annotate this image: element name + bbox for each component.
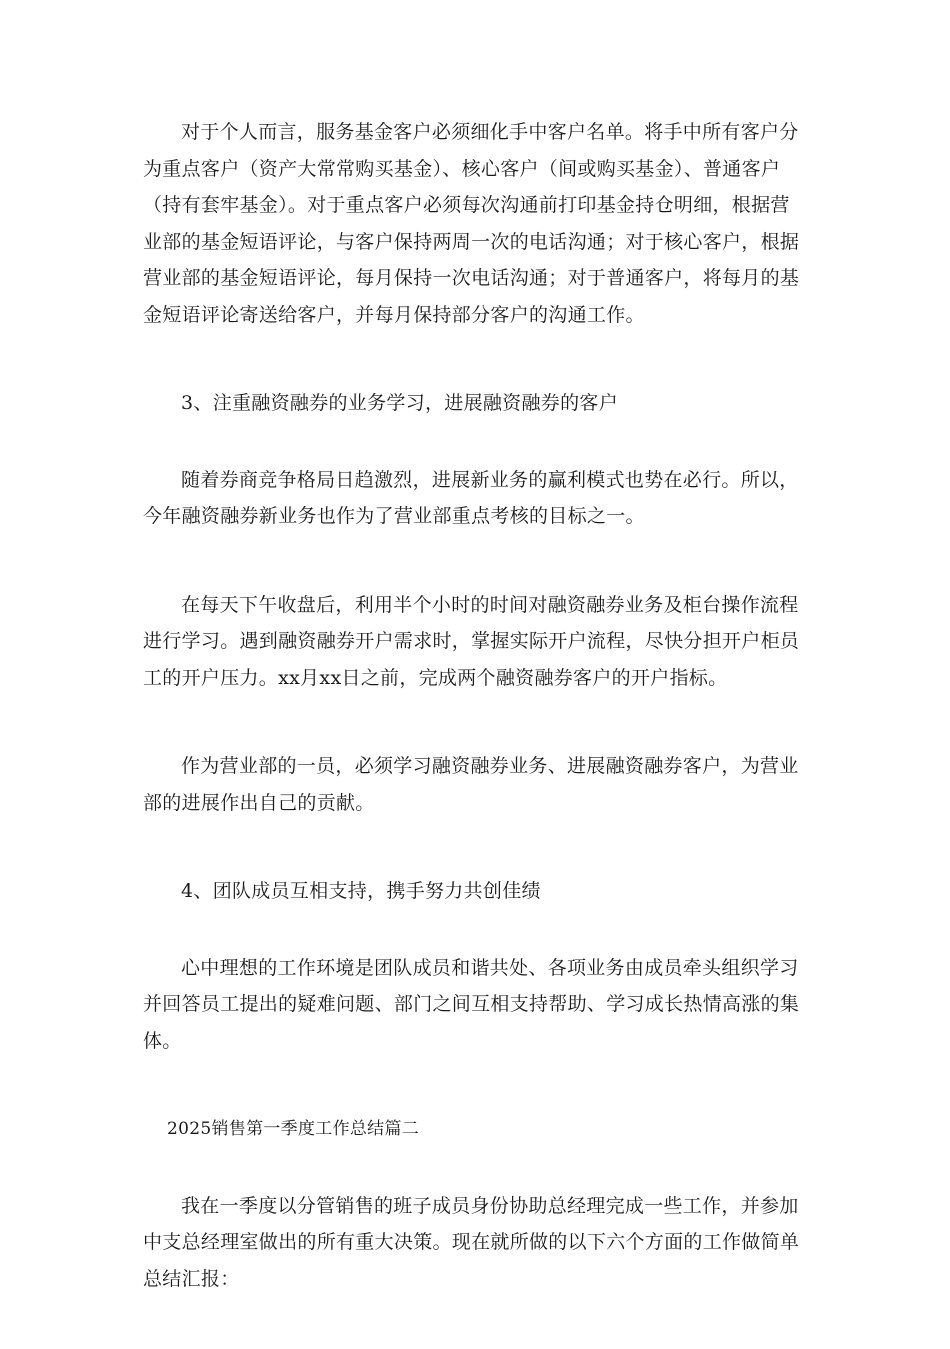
paragraph-work-environment: 心中理想的工作环境是团队成员和谐共处、各项业务由成员牵头组织学习并回答员工提出的疑难问题、部门之间互相支持帮助、学习成长热情高涨的集体。 [143,956,800,1052]
section-heading-team: 4、团队成员互相支持，携手努力共创佳绩 [181,880,541,902]
section-heading-margin-financing: 3、注重融资融券的业务学习，进展融资融券的客户 [181,392,618,414]
paragraph-client-service: 对于个人而言，服务基金客户必须细化手中客户名单。将手中所有客户分为重点客户（资产大常常购买基金）、核心客户（间或购买基金）、普通客户（持有套牢基金）。对于重点客户必须每次沟通前打印基金持仓明细，根据营业部的基金短语评论，与客户保持两周一次的电话沟通；对于核心客户，根据营业部的基金短语评论，每月保持一次电话沟通；对于普通客户，将每月的基金短语评论寄送给客户，并每月保持部分客户的沟通工作。 [143,121,800,326]
document-body [143,114,808,1349]
paragraph-daily-study: 在每天下午收盘后，利用半个小时的时间对融资融券业务及柜台操作流程进行学习。遇到融资融券开户需求时，掌握实际开户流程，尽快分担开户柜员工的开户压力。xx月xx日之前，完成两个融资融券客户的开户指标。 [143,593,800,689]
paragraph-q1-summary: 我在一季度以分管销售的班子成员身份协助总经理完成一些工作，并参加中支总经理室做出的所有重大决策。现在就所做的以下六个方面的工作做简单总结汇报： [143,1194,800,1290]
paragraph-contribution: 作为营业部的一员，必须学习融资融券业务、进展融资融券客户，为营业部的进展作出自己的贡献。 [143,755,799,814]
document-subtitle: 2025销售第一季度工作总结篇二 [167,1119,420,1139]
paragraph-competition: 随着券商竞争格局日趋激烈，进展新业务的赢利模式也势在必行。所以，今年融资融券新业务也作为了营业部重点考核的目标之一。 [143,468,799,527]
